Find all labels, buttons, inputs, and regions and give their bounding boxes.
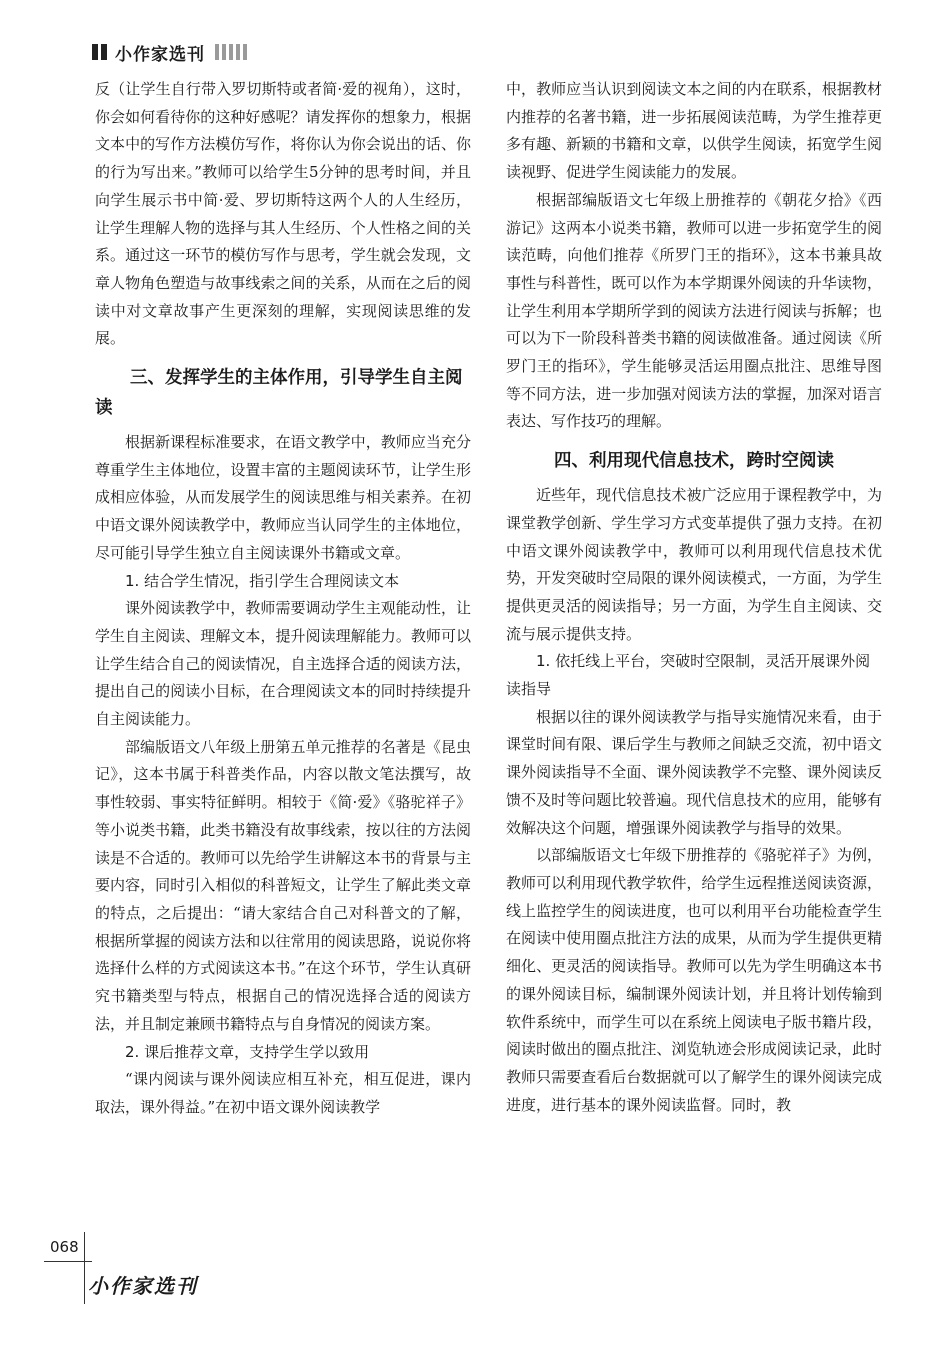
page-number: 068 [50, 1238, 79, 1256]
journal-title: 小作家选刊 [115, 44, 205, 65]
paragraph: 反（让学生自行带入罗切斯特或者简·爱的视角），这时，你会如何看待你的这种好感呢？请发挥你的想象力，根据文本中的写作方法模仿写作，将你认为你会说出的话、你的行为写出来。”教师可以给学生5分钟的思考时间，并且向学生展示书中简·爱、罗切斯特这两个人的人生经历，让学生理解人物的选择与其人生经历、个人性格之间的关系。通过这一环节的模仿写作与思考，学生就会发现，文章人物角色塑造与故事线索之间的关系，从而在之后的阅读中对文章故事产生更深刻的理解，实现阅读思维的发展。 [95, 80, 471, 348]
header-gray-bars-decoration [215, 44, 247, 60]
subsection-heading: 1. 依托线上平台，突破时空限制，灵活开展课外阅读指导 [506, 652, 871, 699]
paragraph: 部编版语文八年级上册第五单元推荐的名著是《昆虫记》，这本书属于科普类作品，内容以散文笔法撰写，故事性较弱、事实特征鲜明。相较于《简·爱》《骆驼祥子》等小说类书籍，此类书籍没有故事线索，按以往的方法阅读是不合适的。教师可以先给学生讲解这本书的背景与主要内容，同时引入相似的科普短文，让学生了解此类文章的特点，之后提出：“请大家结合自己对科普文的了解，根据所掌握的阅读方法和以往常用的阅读思路，说说你将选择什么样的方式阅读这本书。”在这个环节，学生认真研究书籍类型与特点，根据自己的情况选择合适的阅读方法，并且制定兼顾书籍特点与自身情况的阅读方案。 [95, 737, 471, 1033]
paragraph: 中，教师应当认识到阅读文本之间的内在联系，根据教材内推荐的名著书籍，进一步拓展阅读范畴，为学生推荐更多有趣、新颖的书籍和文章，以供学生阅读，拓宽学生阅读视野、促进学生阅读能力的发展。 [506, 80, 882, 182]
paragraph: 根据部编版语文七年级上册推荐的《朝花夕拾》《西游记》这两本小说类书籍，教师可以进一步拓宽学生的阅读范畴，向他们推荐《所罗门王的指环》，这本书兼具故事性与科普性，既可以作为本学期课外阅读的升华读物，让学生利用本学期所学到的阅读方法进行阅读与拆解；也可以为下一阶段科普类书籍的阅读做准备。通过阅读《所罗门王的指环》，学生能够灵活运用圈点批注、思维导图等不同方法，进一步加强对阅读方法的掌握，加深对语言表达、写作技巧的理解。 [506, 190, 882, 431]
subsection-heading: 2. 课后推荐文章，支持学生学以致用 [125, 1042, 370, 1061]
header-bars-decoration [92, 44, 107, 60]
footer-rule [44, 1261, 92, 1262]
paragraph: 近些年，现代信息技术被广泛应用于课程教学中，为课堂教学创新、学生学习方式变革提供了强力支持。在初中语文课外阅读教学中，教师可以利用现代信息技术优势，开发突破时空局限的课外阅读模式，一方面，为学生提供更灵活的阅读指导；另一方面，为学生自主阅读、交流与展示提供支持。 [506, 486, 882, 643]
right-column [506, 76, 882, 1119]
section-heading: 三、发挥学生的主体作用，引导学生自主阅读 [95, 368, 463, 419]
subsection-heading: 1. 结合学生情况，指引学生合理阅读文本 [125, 571, 400, 590]
paragraph: 以部编版语文七年级下册推荐的《骆驼祥子》为例，教师可以利用现代教学软件，给学生远程推送阅读资源，线上监控学生的阅读进度，也可以利用平台功能检查学生在阅读中使用圈点批注方法的成果，从而为学生提供更精细化、更灵活的阅读指导。教师可以先为学生明确这本书的课外阅读目标，编制课外阅读计划，并且将计划传输到软件系统中，而学生可以在系统上阅读电子版书籍片段，阅读时做出的圈点批注、浏览轨迹会形成阅读记录，此时教师只需要查看后台数据就可以了解学生的课外阅读完成进度，进行基本的课外阅读监督。同时，教 [506, 846, 882, 1114]
left-column [95, 76, 471, 1122]
section-heading: 四、利用现代信息技术，跨时空阅读 [554, 451, 834, 472]
running-header [92, 40, 247, 64]
footer-logo: 小作家选刊 [88, 1274, 198, 1298]
paragraph: 根据新课程标准要求，在语文教学中，教师应当充分尊重学生主体地位，设置丰富的主题阅读环节，让学生形成相应体验，从而发展学生的阅读思维与相关素养。在初中语文课外阅读教学中，教师应当认同学生的主体地位，尽可能引导学生独立自主阅读课外书籍或文章。 [95, 433, 471, 562]
paragraph: “课内阅读与课外阅读应相互补充，相互促进，课内取法，课外得益。”在初中语文课外阅读教学 [95, 1070, 471, 1116]
paragraph: 课外阅读教学中，教师需要调动学生主观能动性，让学生自主阅读、理解文本，提升阅读理解能力。教师可以让学生结合自己的阅读情况，自主选择合适的阅读方法，提出自己的阅读小目标，在合理阅读文本的同时持续提升自主阅读能力。 [95, 599, 471, 729]
footer-divider [84, 1232, 85, 1304]
paragraph: 根据以往的课外阅读教学与指导实施情况来看，由于课堂时间有限、课后学生与教师之间缺乏交流，初中语文课外阅读指导不全面、课外阅读教学不完整、课外阅读反馈不及时等问题比较普遍。现代信息技术的应用，能够有效解决这个问题，增强课外阅读教学与指导的效果。 [506, 707, 882, 837]
